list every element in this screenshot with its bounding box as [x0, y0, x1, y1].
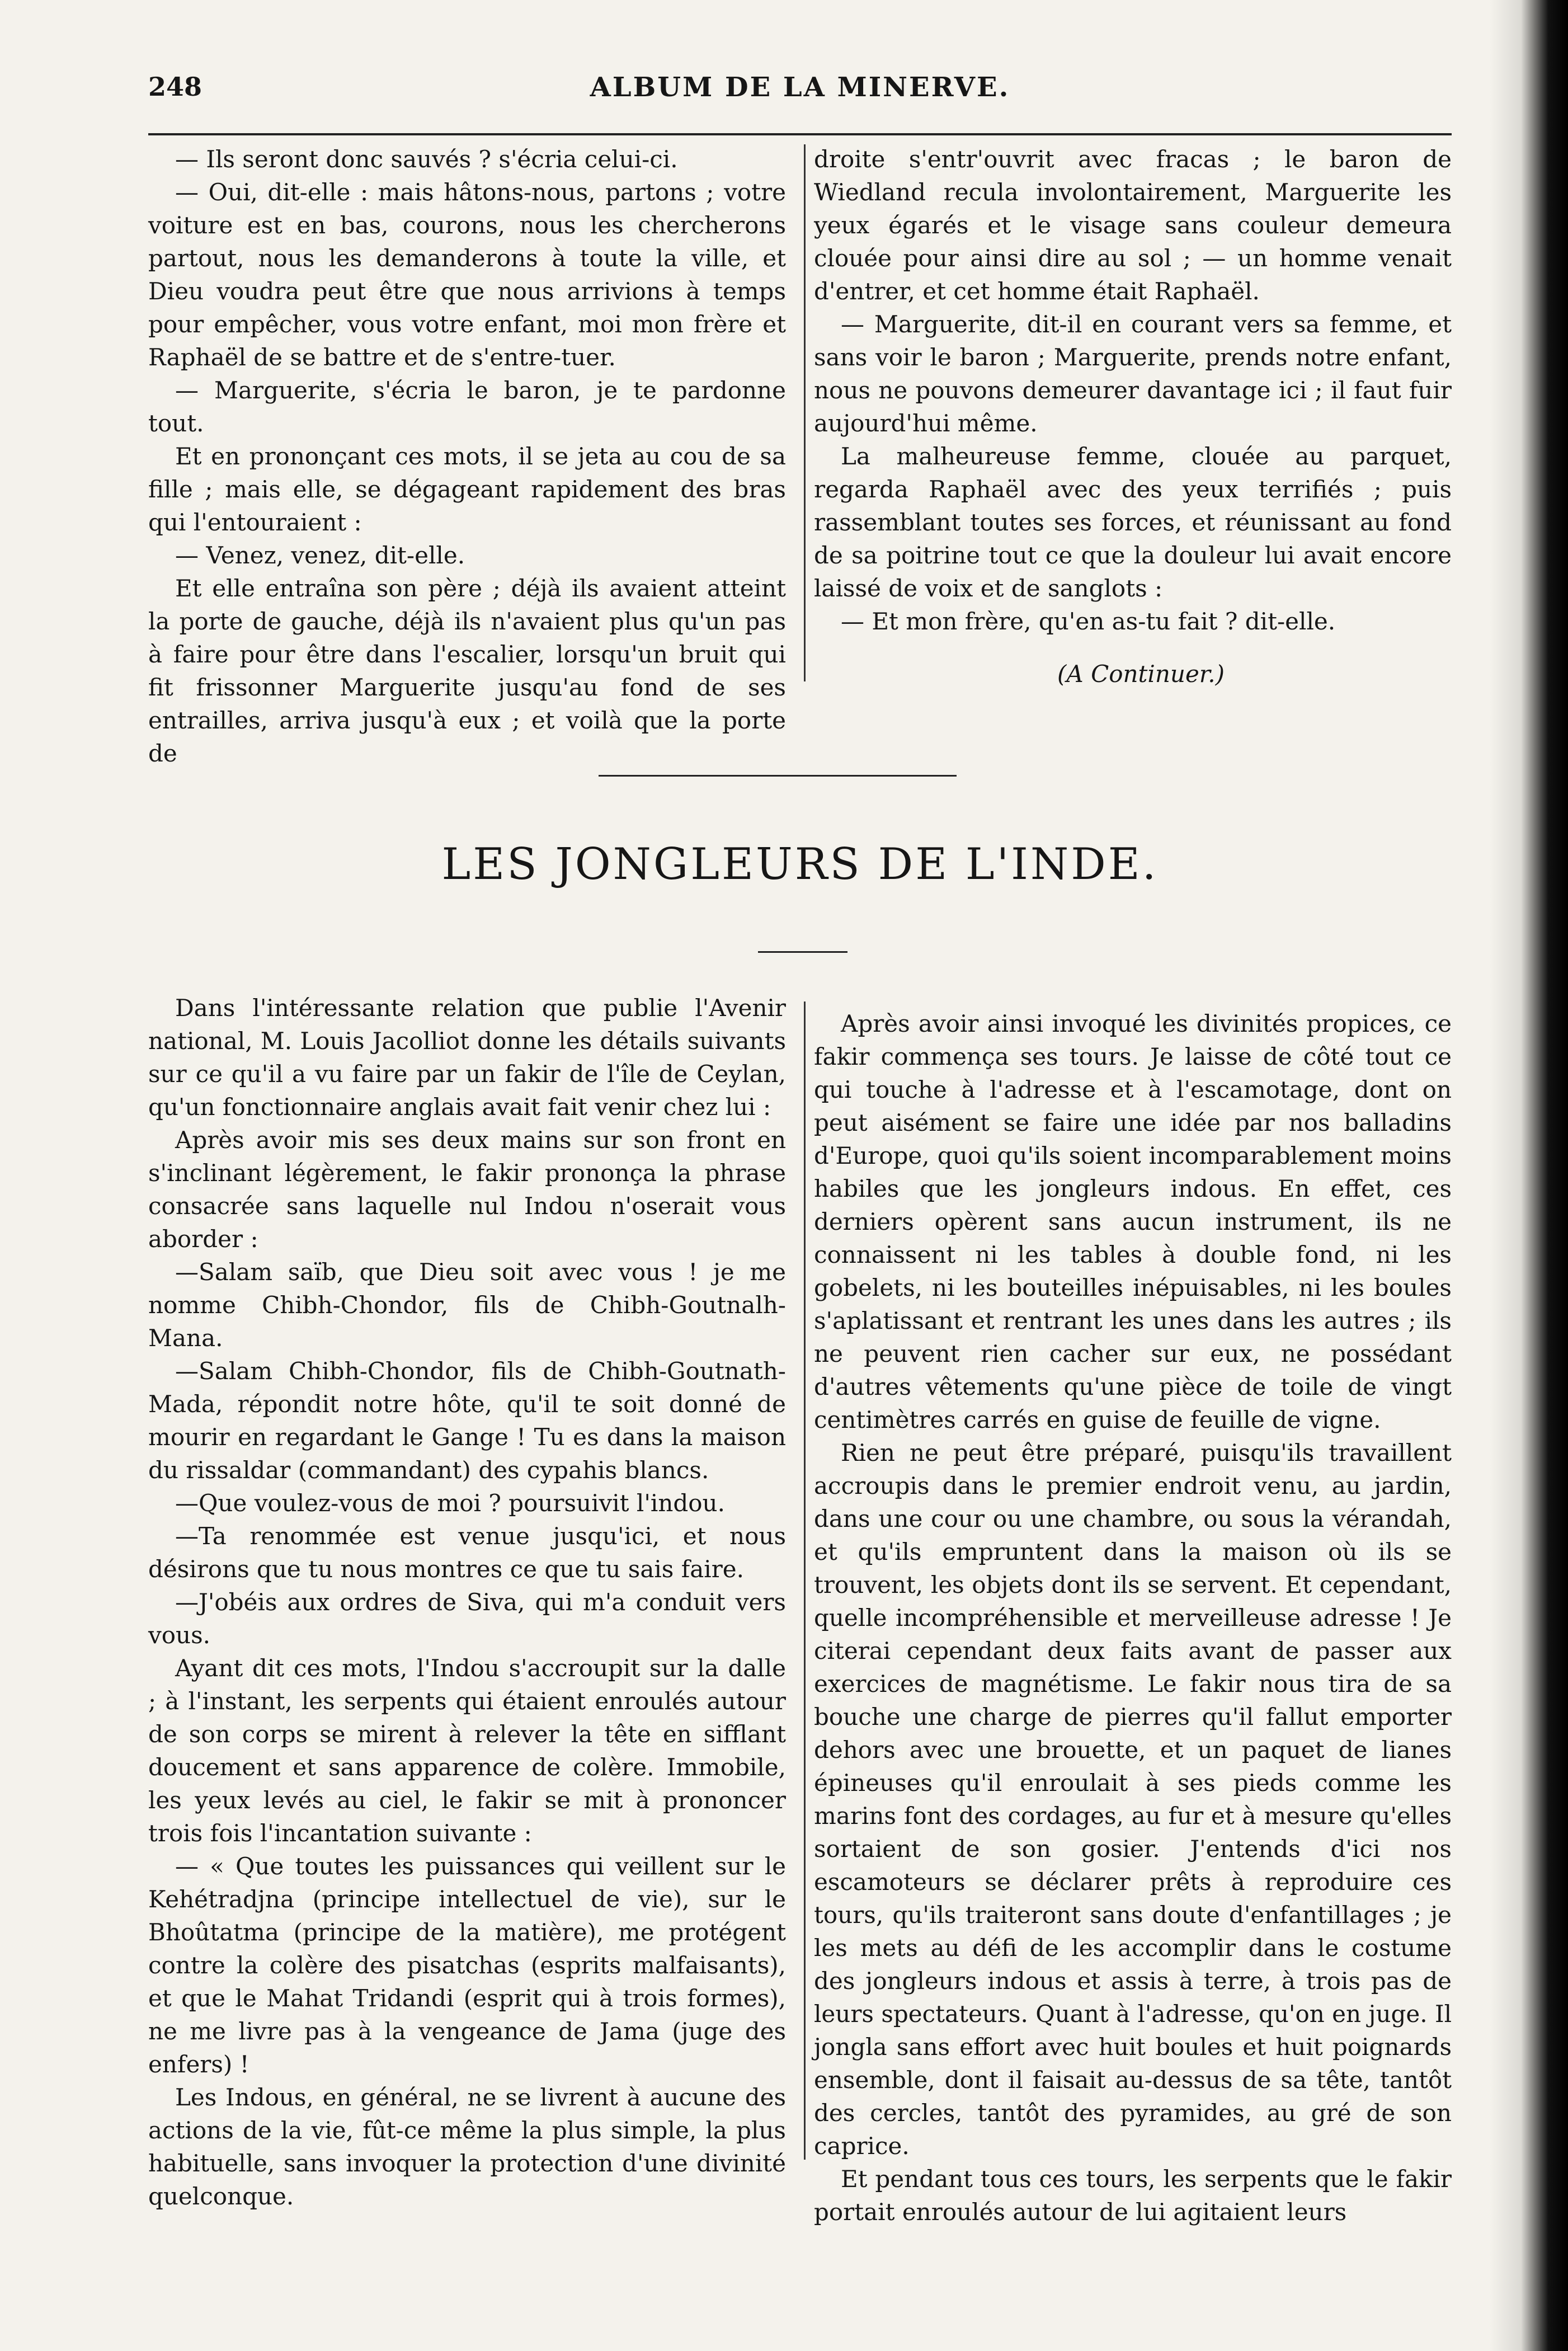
paragraph: Et elle entraîna son père ; déjà ils avaient atteint la porte de gauche, déjà ils n'avaient plus qu'un pas à faire pour être dans l'escalier, lorsqu'un bruit qui fit frissonner Marguerite jusqu'au fond de ses entrailles, arriva jusqu'à eux ; et voilà que la porte de [148, 575, 786, 767]
paragraph: — Marguerite, dit-il en courant vers sa femme, et sans voir le baron ; Marguerite, prends notre enfant, nous ne pouvons demeurer davantage ici ; il faut fuir aujourd'hui même. [814, 311, 1452, 437]
paragraph: Dans l'intéressante relation que publie l'Avenir national, M. Louis Jacolliot donne les détails suivants sur ce qu'il a vu faire par un fakir de l'île de Ceylan, qu'un fonctionnaire anglais avait fait venir chez lui : [148, 994, 786, 1121]
column-rule [804, 144, 806, 681]
article-right-column [814, 1007, 1452, 2228]
running-title: ALBUM DE LA MINERVE. [590, 72, 1010, 103]
paragraph: — Ils seront donc sauvés ? s'écria celui-ci. [175, 145, 678, 173]
paragraph: Ayant dit ces mots, l'Indou s'accroupit sur la dalle ; à l'instant, les serpents qui étaient enroulés autour de son corps se mirent à relever la tête en sifflant doucement et sans apparence de colère. Immobile, les yeux levés au ciel, le fakir se mit à prononcer trois fois l'incantation suivante : [148, 1654, 786, 1847]
paragraph: Les Indous, en général, ne se livrent à aucune des actions de la vie, fût-ce même la plus simple, la plus habituelle, sans invoquer la protection d'une divinité quelconque. [148, 2084, 786, 2210]
paragraph: La malheureuse femme, clouée au parquet, regarda Raphaël avec des yeux terrifiés ; puis rassemblant toutes ses forces, et réunissant au fond de sa poitrine tout ce que la douleur lui avait encore laissé de voix et de sanglots : [814, 443, 1452, 602]
book-gutter-shadow [1490, 0, 1568, 2351]
article-title: LES JONGLEURS DE L'INDE. [441, 839, 1159, 890]
article-left-column [148, 991, 786, 2213]
story-right-column [814, 143, 1452, 638]
paragraph: —Salam saïb, que Dieu soit avec vous ! je me nomme Chibh-Chondor, fils de Chibh-Goutnalh-Mana. [148, 1258, 786, 1352]
title-underline [758, 951, 847, 953]
paragraph: Rien ne peut être préparé, puisqu'ils travaillent accroupis dans le premier endroit venu, au jardin, dans une cour ou une chambre, ou sous la vérandah, et qu'ils empruntent dans la maison où ils se trouvent, les objets dont ils se servent. Et cependant, quelle incompréhensible et merveilleuse adresse ! Je citerai cependant deux faits avant de passer aux exercices de magnétisme. Le fakir nous tira de sa bouche une charge de pierres qu'il fallut emporter dehors avec une brouette, et un paquet de lianes épineuses qu'il enroulait à ses pieds comme les marins font des cordages, au fur et à mesure qu'elles sortaient de son gosier. J'entends d'ici nos escamoteurs se déclarer prêts à reproduire ces tours, qu'ils traiteront sans doute d'enfantillages ; je les mets au défi de les accomplir dans le costume des jongleurs indous et assis à terre, à trois pas de leurs spectateurs. Quant à l'adresse, qu'on en juge. Il jongla sans effort avec huit boules et huit poignards ensemble, dont il faisait au-dessus de sa tête, tantôt des cercles, tantôt des pyramides, au gré de son caprice. [814, 1439, 1452, 2160]
paragraph: — Et mon frère, qu'en as-tu fait ? dit-elle. [841, 608, 1336, 635]
paragraph: — « Que toutes les puissances qui veillent sur le Kehétradjna (principe intellectuel de vie), sur le Bhoûtatma (principe de la matière), me protégent contre la colère des pisatchas (esprits malfaisants), et que le Mahat Tridandi (esprit qui à trois formes), ne me livre pas à la vengeance de Jama (juge des enfers) ! [148, 1852, 786, 2078]
header-rule [148, 133, 1452, 135]
story-left-column [148, 143, 786, 770]
paragraph: —J'obéis aux ordres de Siva, qui m'a conduit vers vous. [148, 1588, 786, 1649]
page-header [148, 72, 1452, 116]
paragraph: —Salam Chibh-Chondor, fils de Chibh-Goutnath-Mada, répondit notre hôte, qu'il te soit donné de mourir en regardant le Gange ! Tu es dans la maison du rissaldar (commandant) des cypahis blancs. [148, 1357, 786, 1484]
paragraph: Et pendant tous ces tours, les serpents que le fakir portait enroulés autour de lui agitaient leurs [814, 2165, 1452, 2226]
paragraph: Et en prononçant ces mots, il se jeta au cou de sa fille ; mais elle, se dégageant rapidement des bras qui l'entouraient : [148, 443, 786, 536]
paragraph: — Venez, venez, dit-elle. [175, 542, 465, 569]
paragraph: — Marguerite, s'écria le baron, je te pardonne tout. [148, 377, 786, 437]
paragraph: —Ta renommée est venue jusqu'ici, et nous désirons que tu nous montres ce que tu sais faire. [148, 1522, 786, 1583]
paragraph: Après avoir mis ses deux mains sur son front en s'inclinant légèrement, le fakir prononça la phrase consacrée sans laquelle nul Indou n'oserait vous aborder : [148, 1126, 786, 1253]
paragraph: —Que voulez-vous de moi ? poursuivit l'indou. [175, 1489, 725, 1517]
column-rule [804, 1001, 806, 2160]
continuation-note: (A Continuer.) [1057, 660, 1225, 688]
paragraph: Après avoir ainsi invoqué les divinités propices, ce fakir commença ses tours. Je laisse de côté tout ce qui touche à l'adresse et à l'escamotage, dont on peut aisément se faire une idée par nos balladins d'Europe, quoi qu'ils soient incomparablement moins habiles que les jongleurs indous. En effet, ces derniers opèrent sans aucun instrument, ils ne connaissent ni les tables à double fond, ni les gobelets, ni les bouteilles inépuisables, ni les boules s'aplatissant et rentrant les unes dans les autres ; ils ne peuvent rien cacher sur eux, ne possédant d'autres vêtements qu'une pièce de toile de vingt centimètres carrés en guise de feuille de vigne. [814, 1010, 1452, 1433]
page-number: 248 [148, 72, 203, 102]
section-divider [599, 775, 957, 777]
paragraph: droite s'entr'ouvrit avec fracas ; le baron de Wiedland recula involontairement, Marguerite les yeux égarés et le visage sans couleur demeura clouée pour ainsi dire au sol ; — un homme venait d'entrer, et cet homme était Raphaël. [814, 145, 1452, 305]
paragraph: — Oui, dit-elle : mais hâtons-nous, partons ; votre voiture est en bas, courons, nous les chercherons partout, nous les demanderons à toute la ville, et Dieu voudra peut être que nous arrivions à temps pour empêcher, vous votre enfant, moi mon frère et Raphaël de se battre et de s'entre-tuer. [148, 178, 786, 371]
